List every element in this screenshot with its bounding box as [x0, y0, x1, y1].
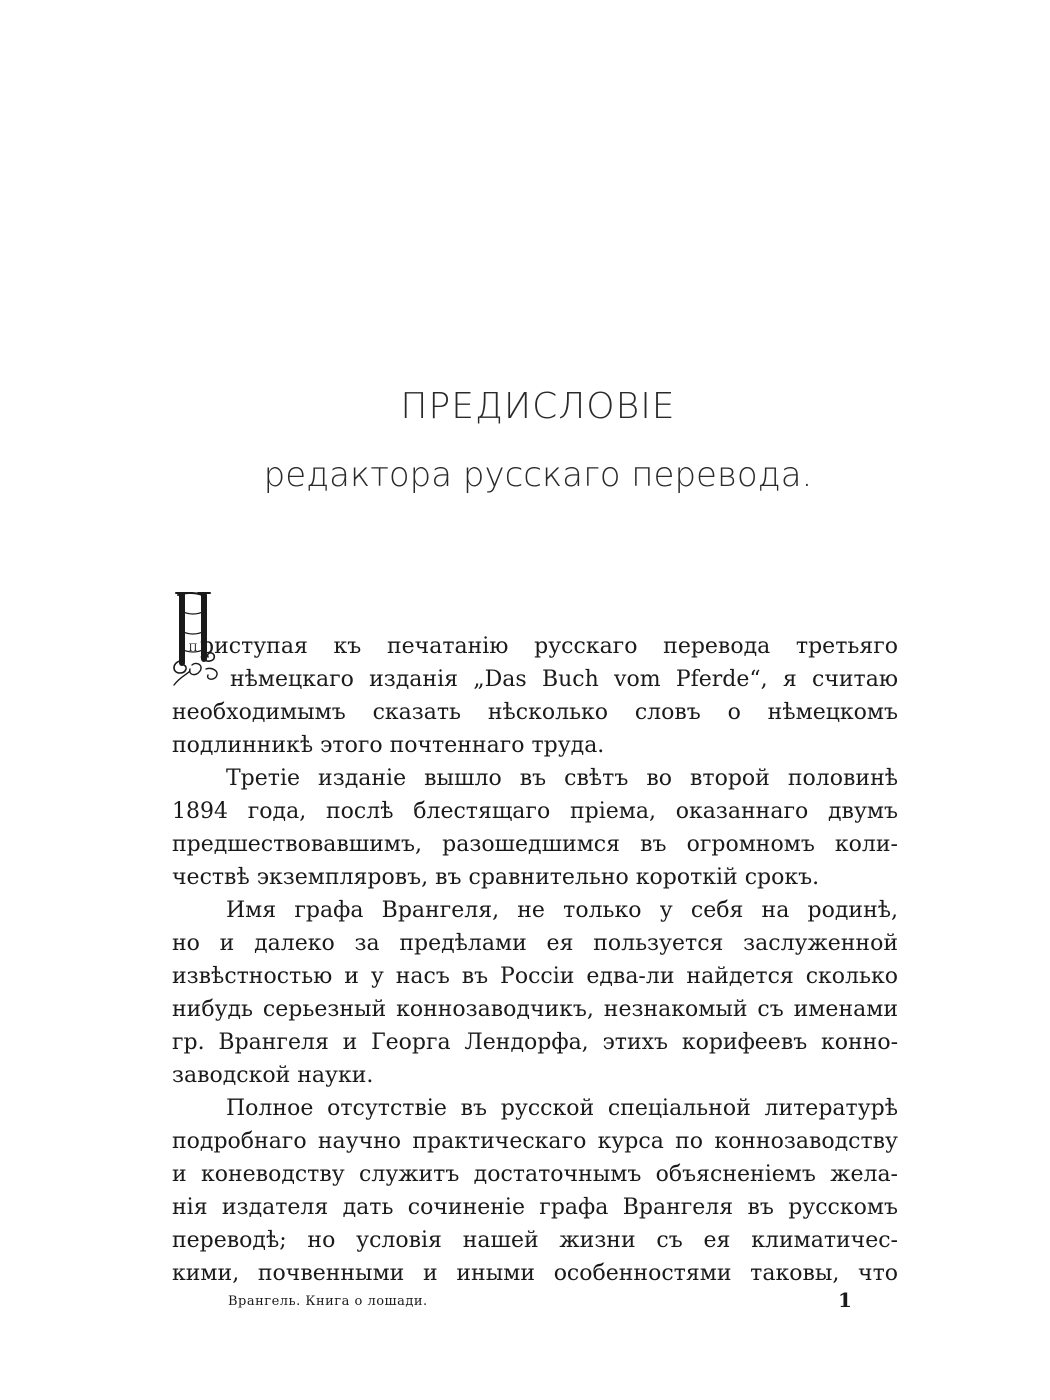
text-line: нія издателя дать сочиненіе графа Врангеля въ русскомъ	[172, 1195, 898, 1220]
text-line: кими, почвенными и иными особенностями таковы, что	[172, 1261, 898, 1286]
text-line: предшествовавшимъ, разошедшимся въ огромномъ коли-	[172, 832, 898, 857]
text-line: чествѣ экземпляровъ, въ сравнительно короткій срокъ.	[172, 865, 820, 890]
text-line: необходимымъ сказать нѣсколько словъ о нѣмецкомъ	[172, 700, 898, 725]
text-line: Имя графа Врангеля, не только у себя на родинѣ,	[226, 898, 898, 923]
page-subtitle: редактора русскаго перевода.	[263, 455, 813, 495]
text-line: подробнаго научно практическаго курса по коннозаводству	[172, 1129, 898, 1154]
text-line: подлинникѣ этого почтеннаго труда.	[172, 733, 605, 758]
text-line: нѣмецкаго изданія „Das Buch vom Pferde“, я считаю	[230, 667, 898, 692]
drop-cap-letter: П	[188, 643, 198, 654]
page-title: ПРЕДИСЛОВІЕ	[400, 386, 676, 427]
text-line: переводѣ; но условія нашей жизни съ ея климатичес-	[172, 1228, 898, 1253]
text-line: риступая къ печатанію русскаго перевода третьяго	[200, 634, 898, 659]
text-line: но и далеко за предѣлами ея пользуется заслуженной	[172, 931, 898, 956]
text-line: 1894 года, послѣ блестящаго пріема, оказаннаго двумъ	[172, 799, 898, 824]
text-line: и коневодству служитъ достаточнымъ объясненіемъ жела-	[172, 1162, 898, 1187]
text-line: нибудь серьезный коннозаводчикъ, незнакомый съ именами	[172, 997, 898, 1022]
text-line: извѣстностью и у насъ въ Россіи едва-ли найдется сколько	[172, 964, 898, 989]
page-number: 1	[838, 1288, 852, 1312]
text-line: Третіе изданіе вышло въ свѣтъ во второй половинѣ	[226, 766, 898, 791]
text-line: Полное отсутствіе въ русской спеціальной литературѣ	[226, 1096, 898, 1121]
text-line: гр. Врангеля и Георга Лендорфа, этихъ корифеевъ конно-	[172, 1030, 898, 1055]
running-footer-title: Врангель. Книга о лошади.	[228, 1294, 428, 1309]
text-line: заводской науки.	[172, 1063, 374, 1088]
